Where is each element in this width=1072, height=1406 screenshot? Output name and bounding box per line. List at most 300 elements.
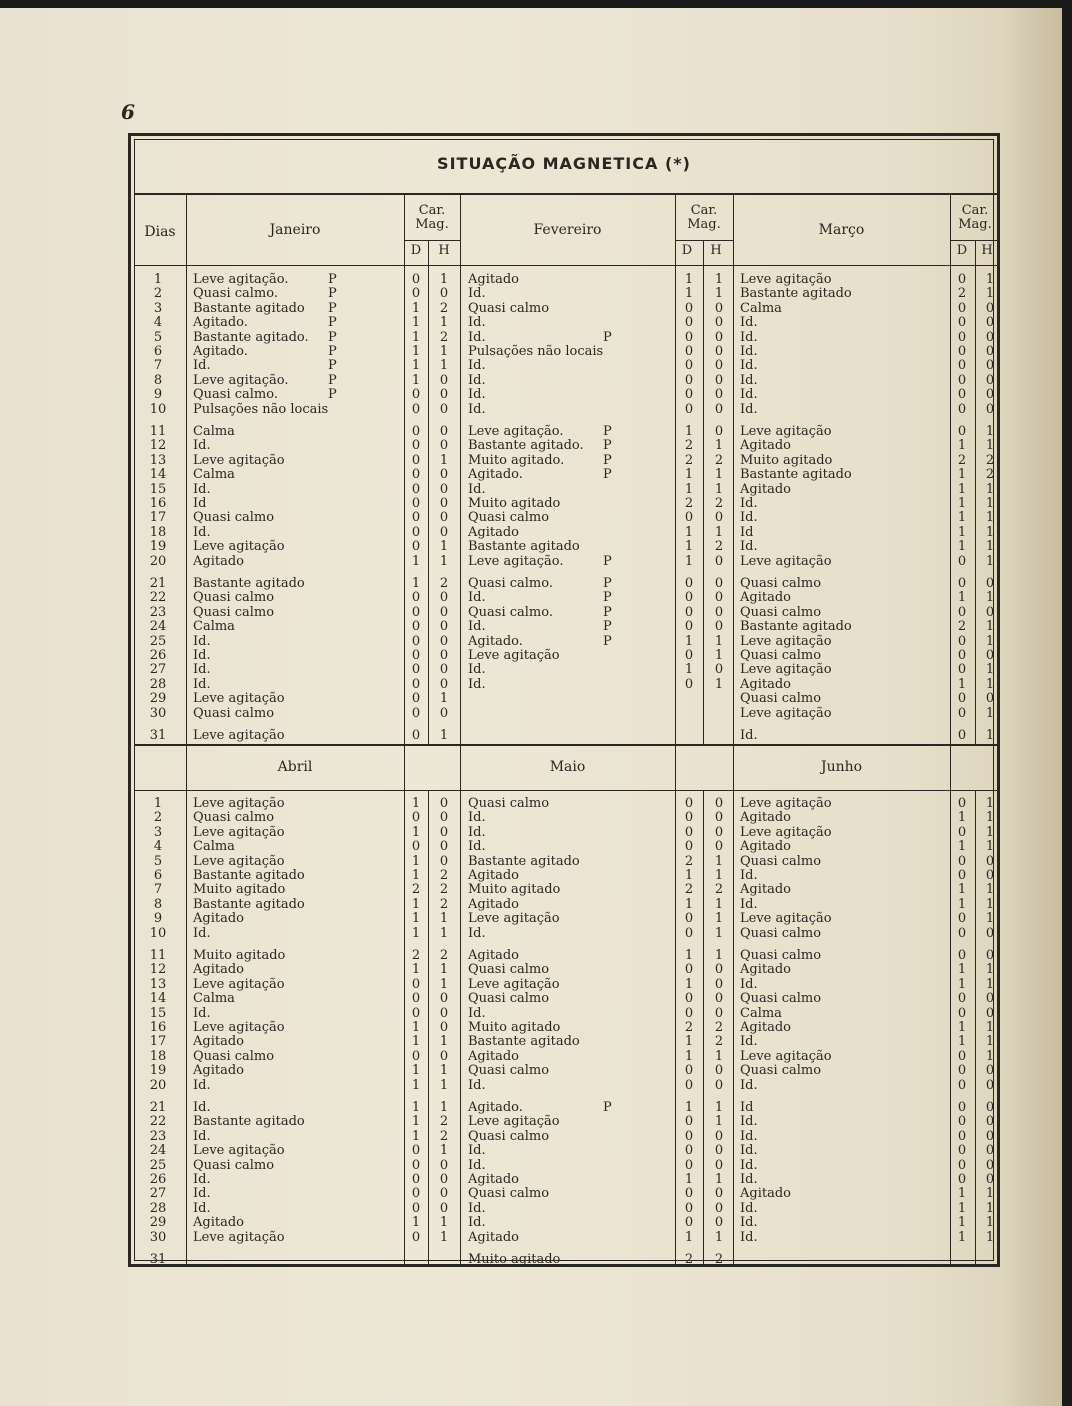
d-value: 1 bbox=[411, 1020, 421, 1035]
d-value: 0 bbox=[957, 387, 967, 403]
h-value: 0 bbox=[985, 401, 995, 417]
condition-text: Leve agitação bbox=[193, 452, 285, 468]
d-value: 0 bbox=[684, 329, 694, 345]
condition-text: Leve agitação bbox=[193, 691, 285, 707]
d-value: 0 bbox=[684, 510, 694, 526]
condition-text: Agitado bbox=[468, 948, 519, 963]
d-value: 1 bbox=[684, 524, 694, 540]
h-value: 2 bbox=[985, 467, 995, 483]
condition-text: Muito agitado. bbox=[468, 452, 565, 468]
d-value: 0 bbox=[957, 604, 967, 620]
h-value: 1 bbox=[439, 1034, 449, 1050]
condition-text: Id. bbox=[740, 1077, 758, 1093]
h-value: 1 bbox=[439, 1077, 449, 1093]
d-value: 0 bbox=[957, 315, 967, 331]
condition-text: Muito agitado bbox=[193, 882, 286, 898]
d-value: 0 bbox=[957, 424, 967, 439]
h-value: 1 bbox=[985, 633, 995, 649]
d-value: 1 bbox=[684, 662, 694, 678]
column-rule bbox=[675, 193, 676, 1265]
day-number: 3 bbox=[153, 300, 163, 316]
h-value: 0 bbox=[439, 648, 449, 663]
h-value: 0 bbox=[714, 796, 724, 811]
d-value: 0 bbox=[684, 358, 694, 374]
month-header-junho: Junho bbox=[820, 759, 863, 775]
d-value: 0 bbox=[411, 438, 421, 454]
day-number: 20 bbox=[149, 1077, 167, 1093]
condition-text: Id. bbox=[468, 810, 486, 826]
d-value: 0 bbox=[684, 590, 694, 606]
h-value: 1 bbox=[714, 438, 724, 454]
h-value: 0 bbox=[714, 1128, 724, 1144]
condition-text: Leve agitação bbox=[740, 662, 832, 678]
d-value: 0 bbox=[411, 676, 421, 692]
h-value: 1 bbox=[439, 691, 449, 707]
day-number: 15 bbox=[149, 1005, 167, 1021]
d-value: 0 bbox=[684, 648, 694, 663]
h-value: 0 bbox=[714, 976, 724, 992]
condition-text: Agitado bbox=[740, 962, 791, 978]
condition-text: Muito agitado bbox=[193, 948, 286, 963]
h-value: 1 bbox=[714, 286, 724, 302]
h-value: 0 bbox=[985, 358, 995, 374]
condition-text: Id. bbox=[468, 401, 486, 417]
d-value: 1 bbox=[684, 976, 694, 992]
d-value: 0 bbox=[411, 452, 421, 468]
h-value: 2 bbox=[439, 868, 449, 883]
d-value: 0 bbox=[957, 344, 967, 359]
h-value: 1 bbox=[985, 705, 995, 721]
d-value: 1 bbox=[411, 1215, 421, 1231]
h-header: H bbox=[981, 243, 993, 258]
d-value: 0 bbox=[411, 633, 421, 649]
d-value: 1 bbox=[957, 1215, 967, 1231]
d-value: 2 bbox=[684, 1020, 694, 1035]
h-value: 0 bbox=[714, 553, 724, 569]
header-top-rule bbox=[134, 193, 1000, 195]
d-value: 0 bbox=[411, 590, 421, 606]
condition-text: Id. bbox=[468, 1157, 486, 1173]
h-value: 0 bbox=[439, 1005, 449, 1021]
h-value: 0 bbox=[985, 344, 995, 359]
h-value: 1 bbox=[439, 272, 449, 287]
h-value: 0 bbox=[439, 524, 449, 540]
condition-text: Bastante agitado bbox=[740, 286, 852, 302]
h-value: 1 bbox=[439, 315, 449, 331]
condition-text: Quasi calmo. bbox=[193, 387, 278, 403]
d-value: 2 bbox=[684, 452, 694, 468]
d-value: 1 bbox=[684, 1229, 694, 1245]
d-value: 0 bbox=[684, 372, 694, 388]
d-value: 0 bbox=[957, 728, 967, 743]
condition-text: Id. bbox=[740, 1229, 758, 1245]
day-number: 25 bbox=[149, 1157, 167, 1173]
h-value: 0 bbox=[985, 1005, 995, 1021]
h-value: 0 bbox=[439, 1048, 449, 1064]
d-value: 1 bbox=[957, 1020, 967, 1035]
h-value: 0 bbox=[439, 991, 449, 1007]
h-value: 1 bbox=[439, 728, 449, 743]
block2-header-rule bbox=[134, 790, 1000, 791]
d-value: 0 bbox=[957, 633, 967, 649]
h-value: 0 bbox=[985, 372, 995, 388]
h-value: 0 bbox=[439, 676, 449, 692]
h-value: 1 bbox=[985, 1186, 995, 1202]
d-value: 1 bbox=[957, 882, 967, 898]
h-value: 2 bbox=[439, 329, 449, 345]
h-value: 0 bbox=[985, 315, 995, 331]
day-number: 2 bbox=[153, 810, 163, 826]
day-number: 4 bbox=[153, 315, 163, 331]
month-header-maio: Maio bbox=[549, 759, 586, 775]
h-value: 1 bbox=[714, 853, 724, 869]
h-value: 1 bbox=[714, 648, 724, 663]
h-value: 0 bbox=[439, 1200, 449, 1216]
h-value: 0 bbox=[714, 300, 724, 316]
pulsation-mark: P bbox=[603, 329, 612, 345]
h-value: 0 bbox=[985, 991, 995, 1007]
condition-text: Agitado bbox=[468, 896, 519, 912]
h-value: 0 bbox=[714, 810, 724, 826]
day-number: 3 bbox=[153, 824, 163, 840]
h-value: 0 bbox=[714, 604, 724, 620]
h-value: 1 bbox=[439, 976, 449, 992]
condition-text: Quasi calmo bbox=[740, 604, 822, 620]
day-number: 27 bbox=[149, 1186, 167, 1202]
column-rule bbox=[460, 193, 461, 1265]
h-value: 0 bbox=[439, 853, 449, 869]
d-value: 0 bbox=[411, 728, 421, 743]
d-value: 1 bbox=[411, 372, 421, 388]
d-value: 0 bbox=[684, 911, 694, 927]
column-rule bbox=[404, 193, 405, 1265]
d-value: 0 bbox=[684, 387, 694, 403]
h-value: 1 bbox=[985, 962, 995, 978]
h-value: 2 bbox=[439, 1128, 449, 1144]
d-value: 1 bbox=[957, 1200, 967, 1216]
condition-text: Muito agitado bbox=[468, 1020, 561, 1035]
h-value: 0 bbox=[714, 401, 724, 417]
d-value: 0 bbox=[957, 372, 967, 388]
condition-text: Agitado. bbox=[468, 1100, 523, 1115]
d-value: 0 bbox=[957, 401, 967, 417]
d-value: 0 bbox=[957, 691, 967, 707]
h-value: 0 bbox=[439, 401, 449, 417]
h-value: 0 bbox=[985, 648, 995, 663]
condition-text: Agitado. bbox=[193, 315, 248, 331]
condition-text: Leve agitação bbox=[193, 976, 285, 992]
h-value: 0 bbox=[439, 467, 449, 483]
h-value: 0 bbox=[439, 1020, 449, 1035]
h-value: 1 bbox=[985, 839, 995, 855]
condition-text: Id. bbox=[468, 286, 486, 302]
condition-text: Muito agitado bbox=[468, 882, 561, 898]
pulsation-mark: P bbox=[328, 286, 337, 302]
d-value: 0 bbox=[411, 424, 421, 439]
d-value: 0 bbox=[957, 1172, 967, 1187]
h-header: H bbox=[438, 243, 450, 258]
d-value: 0 bbox=[411, 272, 421, 287]
condition-text: Agitado bbox=[740, 481, 791, 497]
month-header-fevereiro: Fevereiro bbox=[533, 222, 602, 238]
d-value: 0 bbox=[411, 662, 421, 678]
day-number: 22 bbox=[149, 1114, 167, 1130]
d-value: 1 bbox=[684, 1172, 694, 1187]
d-value: 1 bbox=[957, 1229, 967, 1245]
condition-text: Id. bbox=[468, 387, 486, 403]
condition-text: Id. bbox=[193, 1005, 211, 1021]
d-value: 1 bbox=[411, 358, 421, 374]
h-value: 1 bbox=[714, 948, 724, 963]
condition-text: Leve agitação bbox=[740, 272, 832, 287]
d-value: 1 bbox=[957, 810, 967, 826]
dh-rule bbox=[975, 790, 976, 1265]
column-rule bbox=[186, 193, 187, 1265]
h-value: 0 bbox=[985, 329, 995, 345]
block-divider-rule bbox=[134, 744, 1000, 746]
d-value: 1 bbox=[684, 467, 694, 483]
d-value: 0 bbox=[957, 300, 967, 316]
condition-text: Id. bbox=[740, 387, 758, 403]
d-value: 0 bbox=[684, 839, 694, 855]
d-value: 0 bbox=[684, 1063, 694, 1079]
h-header: H bbox=[710, 243, 722, 258]
condition-text: Quasi calmo bbox=[193, 810, 275, 826]
d-value: 1 bbox=[411, 576, 421, 591]
d-value: 1 bbox=[411, 1100, 421, 1115]
day-number: 8 bbox=[153, 372, 163, 388]
condition-text: Quasi calmo bbox=[740, 691, 822, 707]
condition-text: Bastante agitado bbox=[193, 300, 305, 316]
d-value: 0 bbox=[684, 300, 694, 316]
h-value: 0 bbox=[714, 1215, 724, 1231]
day-number: 10 bbox=[149, 401, 167, 417]
pulsation-mark: P bbox=[328, 344, 337, 359]
d-value: 1 bbox=[957, 510, 967, 526]
d-value: 1 bbox=[684, 948, 694, 963]
h-value: 1 bbox=[714, 633, 724, 649]
h-value: 1 bbox=[714, 676, 724, 692]
h-value: 0 bbox=[439, 438, 449, 454]
h-value: 1 bbox=[439, 452, 449, 468]
condition-text: Quasi calmo bbox=[468, 1063, 550, 1079]
d-value: 0 bbox=[957, 648, 967, 663]
d-value: 0 bbox=[684, 1200, 694, 1216]
condition-text: Agitado bbox=[193, 962, 244, 978]
h-value: 1 bbox=[439, 1229, 449, 1245]
d-value: 0 bbox=[411, 1048, 421, 1064]
h-value: 0 bbox=[985, 1128, 995, 1144]
h-value: 0 bbox=[985, 300, 995, 316]
condition-text: Muito agitado bbox=[468, 496, 561, 511]
condition-text: Id. bbox=[468, 1200, 486, 1216]
pulsation-mark: P bbox=[603, 452, 612, 468]
h-value: 0 bbox=[439, 839, 449, 855]
h-value: 0 bbox=[714, 510, 724, 526]
d-value: 2 bbox=[684, 853, 694, 869]
d-value: 0 bbox=[411, 1186, 421, 1202]
condition-text: Agitado bbox=[193, 1034, 244, 1050]
condition-text: Id bbox=[740, 524, 754, 540]
d-value: 0 bbox=[411, 1005, 421, 1021]
h-value: 0 bbox=[714, 1005, 724, 1021]
d-value: 0 bbox=[957, 796, 967, 811]
d-value: 0 bbox=[684, 824, 694, 840]
condition-text: Bastante agitado bbox=[193, 1114, 305, 1130]
d-value: 0 bbox=[684, 676, 694, 692]
condition-text: Leve agitação bbox=[193, 1020, 285, 1035]
condition-text: Agitado bbox=[193, 1215, 244, 1231]
d-value: 0 bbox=[684, 619, 694, 635]
condition-text: Pulsações não locais bbox=[193, 401, 329, 417]
h-value: 1 bbox=[985, 1048, 995, 1064]
h-value: 0 bbox=[714, 576, 724, 591]
condition-text: Agitado. bbox=[193, 344, 248, 359]
condition-text: Agitado bbox=[740, 1186, 791, 1202]
pulsation-mark: P bbox=[603, 467, 612, 483]
d-value: 0 bbox=[957, 824, 967, 840]
d-value: 0 bbox=[411, 1229, 421, 1245]
day-number: 6 bbox=[153, 344, 163, 359]
h-value: 1 bbox=[985, 272, 995, 287]
d-value: 1 bbox=[684, 424, 694, 439]
condition-text: Agitado bbox=[193, 553, 244, 569]
condition-text: Id. bbox=[468, 358, 486, 374]
h-value: 1 bbox=[985, 619, 995, 635]
d-value: 0 bbox=[411, 991, 421, 1007]
d-value: 0 bbox=[411, 839, 421, 855]
d-value: 0 bbox=[684, 925, 694, 941]
condition-text: Agitado bbox=[740, 676, 791, 692]
condition-text: Leve agitação bbox=[740, 911, 832, 927]
d-value: 2 bbox=[957, 286, 967, 302]
d-value: 0 bbox=[684, 344, 694, 359]
d-value: 1 bbox=[957, 896, 967, 912]
d-value: 0 bbox=[684, 810, 694, 826]
condition-text: Quasi calmo bbox=[193, 510, 275, 526]
day-number: 16 bbox=[149, 1020, 167, 1035]
d-value: 0 bbox=[957, 1048, 967, 1064]
pulsation-mark: P bbox=[328, 272, 337, 287]
condition-text: Id. bbox=[193, 662, 211, 678]
pulsation-mark: P bbox=[603, 633, 612, 649]
pulsation-mark: P bbox=[603, 553, 612, 569]
d-value: 1 bbox=[957, 467, 967, 483]
condition-text: Bastante agitado bbox=[740, 619, 852, 635]
h-value: 0 bbox=[714, 1143, 724, 1159]
condition-text: Agitado bbox=[468, 1172, 519, 1187]
h-value: 1 bbox=[714, 911, 724, 927]
h-value: 1 bbox=[985, 1215, 995, 1231]
d-value: 0 bbox=[957, 1128, 967, 1144]
h-value: 0 bbox=[714, 1200, 724, 1216]
day-number: 24 bbox=[149, 1143, 167, 1159]
h-value: 0 bbox=[714, 662, 724, 678]
condition-text: Id. bbox=[740, 510, 758, 526]
h-value: 1 bbox=[985, 1034, 995, 1050]
h-value: 0 bbox=[439, 590, 449, 606]
day-number: 22 bbox=[149, 590, 167, 606]
condition-text: Quasi calmo bbox=[468, 510, 550, 526]
h-value: 0 bbox=[439, 424, 449, 439]
pulsation-mark: P bbox=[603, 604, 612, 620]
h-value: 2 bbox=[439, 882, 449, 898]
h-value: 1 bbox=[439, 344, 449, 359]
d-value: 0 bbox=[411, 286, 421, 302]
condition-text: Id. bbox=[193, 1128, 211, 1144]
h-value: 1 bbox=[985, 1200, 995, 1216]
d-value: 1 bbox=[411, 1128, 421, 1144]
car-mag-header: Car. Mag. bbox=[687, 203, 721, 232]
d-value: 1 bbox=[684, 286, 694, 302]
condition-text: Agitado bbox=[193, 1063, 244, 1079]
condition-text: Leve agitação bbox=[193, 853, 285, 869]
day-number: 5 bbox=[153, 329, 163, 345]
h-value: 0 bbox=[714, 1077, 724, 1093]
condition-text: Pulsações não locais bbox=[468, 344, 604, 359]
d-value: 0 bbox=[957, 576, 967, 591]
day-number: 28 bbox=[149, 1200, 167, 1216]
condition-text: Quasi calmo bbox=[468, 300, 550, 316]
day-number: 30 bbox=[149, 1229, 167, 1245]
condition-text: Id. bbox=[740, 1200, 758, 1216]
d-value: 0 bbox=[684, 1114, 694, 1130]
condition-text: Id. bbox=[468, 1215, 486, 1231]
h-value: 1 bbox=[714, 467, 724, 483]
d-value: 0 bbox=[957, 948, 967, 963]
condition-text: Quasi calmo bbox=[193, 604, 275, 620]
dh-rule bbox=[428, 240, 429, 744]
h-value: 0 bbox=[714, 424, 724, 439]
h-value: 1 bbox=[714, 868, 724, 883]
h-value: 1 bbox=[985, 524, 995, 540]
condition-text: Calma bbox=[740, 1005, 782, 1021]
condition-text: Id. bbox=[740, 358, 758, 374]
d-value: 0 bbox=[411, 481, 421, 497]
d-value: 1 bbox=[411, 1077, 421, 1093]
day-number: 20 bbox=[149, 553, 167, 569]
h-value: 0 bbox=[439, 604, 449, 620]
h-value: 0 bbox=[439, 496, 449, 511]
condition-text: Id. bbox=[740, 1157, 758, 1173]
condition-text: Agitado bbox=[468, 524, 519, 540]
day-number: 1 bbox=[153, 796, 163, 811]
condition-text: Agitado bbox=[740, 590, 791, 606]
pulsation-mark: P bbox=[328, 372, 337, 388]
h-value: 0 bbox=[985, 853, 995, 869]
h-value: 2 bbox=[439, 948, 449, 963]
d-value: 0 bbox=[957, 1077, 967, 1093]
condition-text: Leve agitação. bbox=[193, 372, 289, 388]
h-value: 1 bbox=[714, 896, 724, 912]
day-number: 30 bbox=[149, 705, 167, 721]
h-value: 0 bbox=[439, 810, 449, 826]
d-value: 0 bbox=[957, 925, 967, 941]
condition-text: Bastante agitado bbox=[193, 868, 305, 883]
h-value: 0 bbox=[439, 372, 449, 388]
condition-text: Quasi calmo bbox=[468, 991, 550, 1007]
h-value: 0 bbox=[439, 1186, 449, 1202]
condition-text: Quasi calmo bbox=[740, 1063, 822, 1079]
day-number: 12 bbox=[149, 962, 167, 978]
h-value: 1 bbox=[985, 510, 995, 526]
day-number: 9 bbox=[153, 387, 163, 403]
d-value: 0 bbox=[411, 510, 421, 526]
day-number: 18 bbox=[149, 1048, 167, 1064]
d-value: 0 bbox=[684, 1186, 694, 1202]
day-number: 24 bbox=[149, 619, 167, 635]
condition-text: Agitado bbox=[740, 810, 791, 826]
